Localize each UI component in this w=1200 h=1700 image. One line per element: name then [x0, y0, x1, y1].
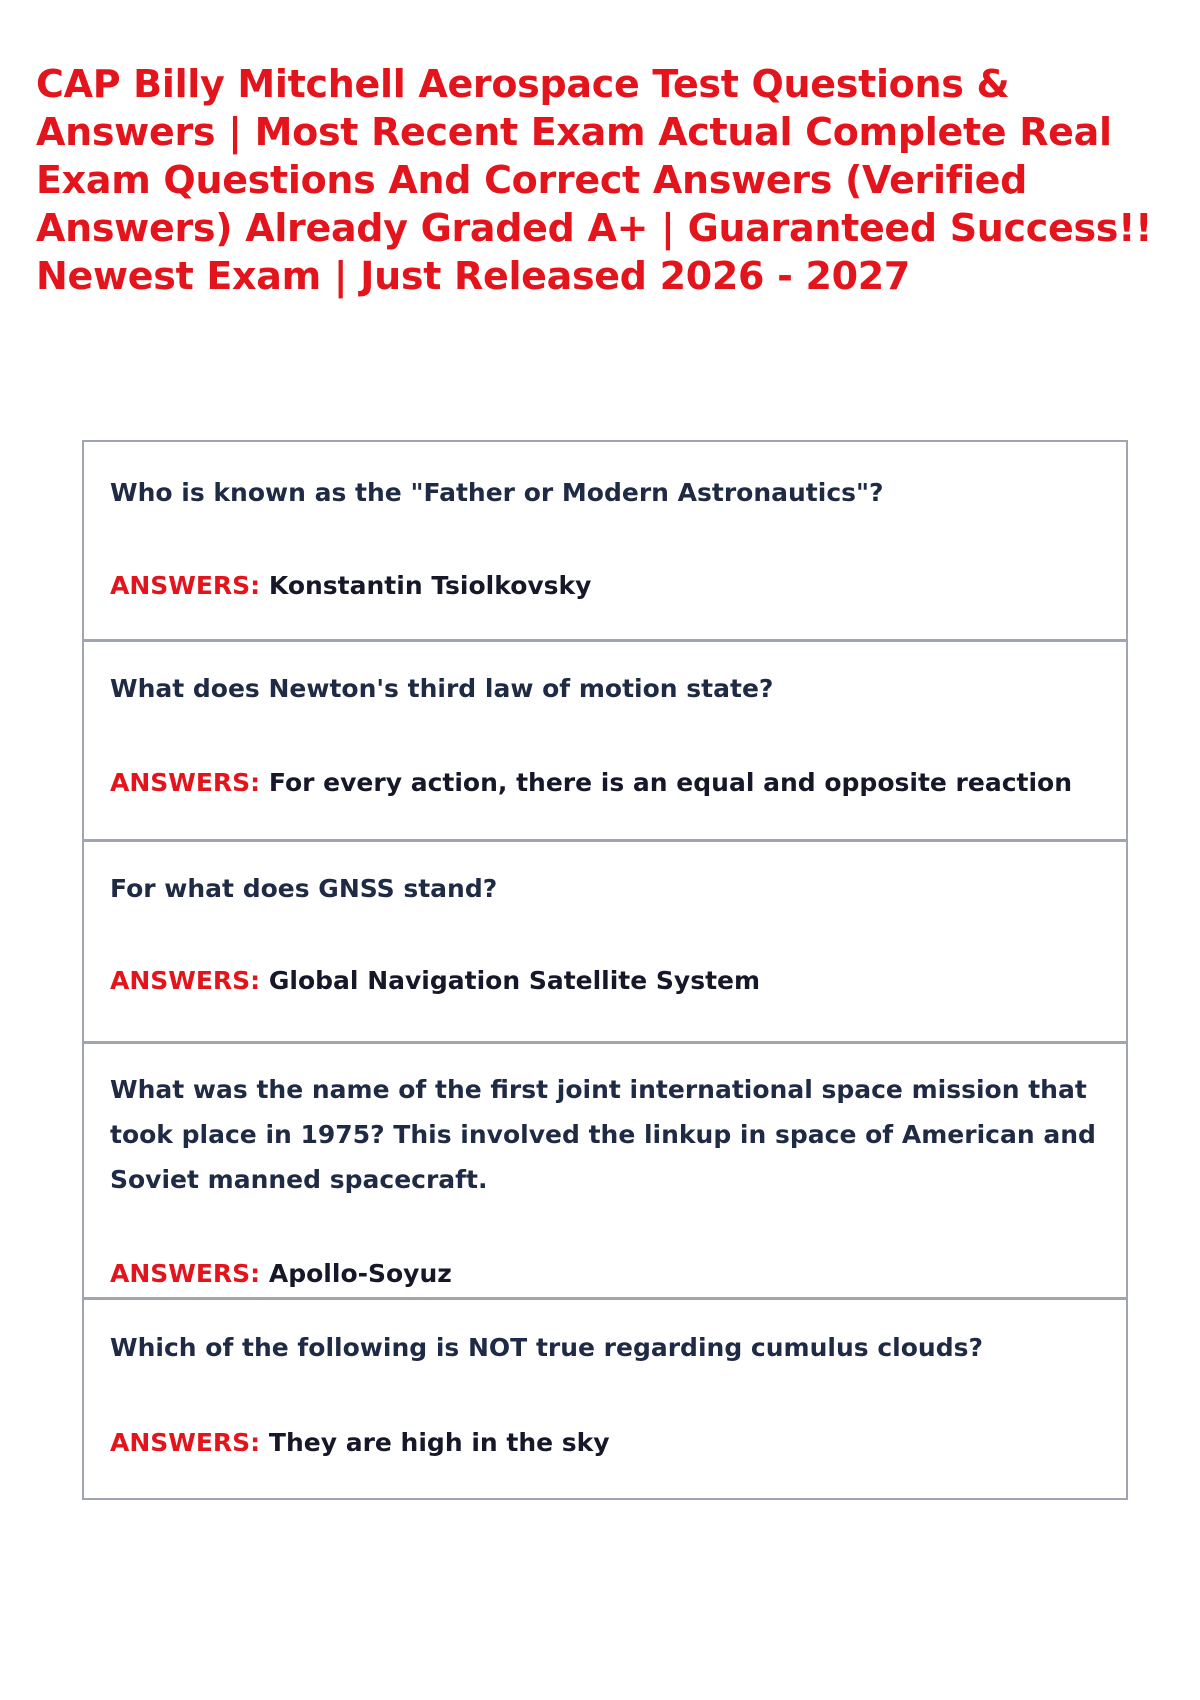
qa-card	[84, 1300, 1126, 1498]
answer-text: Konstantin Tsiolkovsky	[268, 571, 592, 600]
document-title: CAP Billy Mitchell Aerospace Test Questions & Answers | Most Recent Exam Actual Complete Real Exam Questions And Correct Answers (Verified Answers) Already Graded A+ | Guaranteed Success!! Newest Exam | Just Released 2026 - 2027	[36, 62, 1153, 298]
question-text: Which of the following is NOT true regarding cumulus clouds?	[110, 1333, 983, 1362]
answer-label: ANSWERS:	[110, 768, 269, 797]
qa-card	[84, 1044, 1126, 1300]
answer-label: ANSWERS:	[110, 1428, 269, 1457]
answer-row	[110, 1427, 1100, 1459]
question-text: What was the name of the first joint international space mission that took place in 1975? This involved the linkup in space of American and Soviet manned spacecraft.	[110, 1075, 1096, 1194]
question-text: Who is known as the "Father or Modern Astronautics"?	[110, 478, 884, 507]
answer-row	[110, 570, 1100, 602]
answer-label: ANSWERS:	[110, 571, 269, 600]
answer-row	[110, 965, 1100, 997]
qa-table	[82, 440, 1128, 1500]
qa-card	[84, 442, 1126, 642]
answer-text: Apollo-Soyuz	[268, 1259, 452, 1288]
answer-label: ANSWERS:	[110, 966, 269, 995]
qa-card	[84, 642, 1126, 842]
answer-row	[110, 1258, 1100, 1290]
answer-label: ANSWERS:	[110, 1259, 269, 1288]
answer-text: For every action, there is an equal and opposite reaction	[268, 768, 1073, 797]
question-text: For what does GNSS stand?	[110, 874, 498, 903]
answer-row	[110, 767, 1100, 799]
question-text: What does Newton's third law of motion state?	[110, 674, 774, 703]
qa-card	[84, 842, 1126, 1044]
answer-text: They are high in the sky	[268, 1428, 610, 1457]
answer-text: Global Navigation Satellite System	[268, 966, 761, 995]
